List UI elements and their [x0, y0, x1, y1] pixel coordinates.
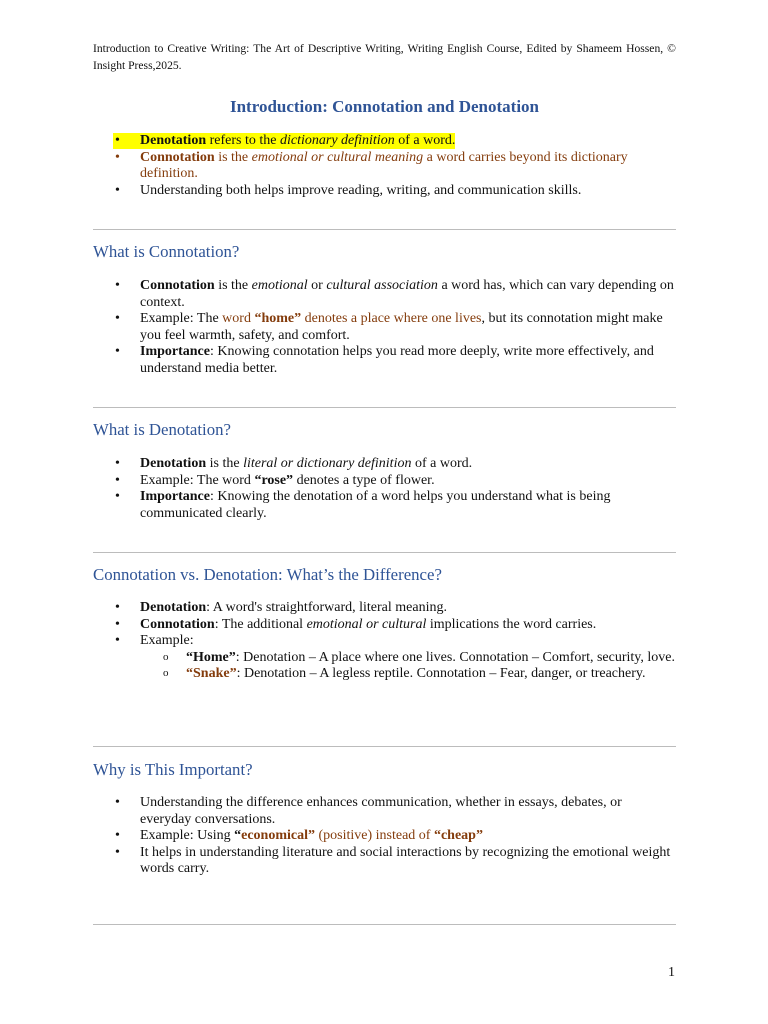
text-run: word: [222, 311, 255, 327]
text-run: emotional or cultural meaning: [251, 149, 424, 165]
text-run: : Knowing connotation helps you read more deeply, write more effectively, and understand media better.: [140, 344, 654, 376]
text-run: “home”: [254, 311, 302, 327]
section-heading: What is Connotation?: [93, 242, 240, 261]
text-run: Importance: [140, 344, 210, 360]
section-divider: [93, 924, 676, 925]
text-run: is the: [206, 456, 244, 471]
text-run: : Denotation – A place where one lives. Connotation – Comfort, security, love.: [235, 649, 675, 665]
list-item: [93, 344, 676, 377]
text-run: Connotation: [140, 616, 215, 632]
text-run: “: [234, 828, 242, 844]
text-run: Denotation: [140, 600, 207, 615]
text-run: “rose”: [254, 472, 294, 488]
text-run: Example:: [140, 633, 194, 649]
running-header: Introduction to Creative Writing: The Art of Descriptive Writing, Writing English Course, Edited by Shameem Hossen, © Insight Press,2025.: [93, 42, 676, 72]
text-run: (positive) instead of: [314, 828, 434, 844]
sub-list-item: [140, 650, 676, 667]
list-item: [93, 183, 676, 200]
text-run: is the: [214, 278, 252, 293]
text-run: implications the word carries.: [426, 616, 597, 632]
text-run: Denotation: [140, 133, 207, 148]
text-run: a word has, which can vary depending on context.: [140, 278, 674, 310]
page-number: 1: [668, 965, 675, 980]
text-run: “Home”: [186, 649, 236, 665]
list-item: [93, 133, 676, 150]
sub-list-item: [140, 666, 676, 683]
text-run: emotional: [251, 278, 308, 293]
text-run: : The additional: [214, 616, 307, 632]
section-list: [93, 795, 676, 878]
section-divider: [93, 746, 676, 747]
text-run: a word carries beyond its dictionary definition.: [140, 149, 628, 182]
text-run: Connotation: [140, 278, 215, 293]
text-run: “Snake”: [186, 666, 237, 682]
text-run: economical”: [241, 828, 315, 844]
list-item: [93, 456, 676, 473]
list-item: [93, 633, 676, 683]
text-run: is the: [214, 149, 252, 165]
text-run: : A word's straightforward, literal meaning.: [206, 600, 447, 615]
text-run: , but its connotation might make you feel warmth, safety, and comfort.: [140, 311, 663, 343]
text-run: Importance: [140, 489, 210, 505]
list-item: [93, 489, 676, 522]
list-item: [93, 473, 676, 490]
text-run: refers to the: [206, 133, 280, 148]
page-title: Introduction: Connotation and Denotation: [229, 97, 540, 116]
text-run: Connotation: [140, 149, 215, 165]
sub-list: [140, 650, 676, 683]
section-heading: What is Denotation?: [93, 420, 231, 439]
section-heading: Why is This Important?: [93, 760, 253, 779]
section-divider: [93, 407, 676, 408]
text-run: or: [307, 278, 327, 293]
text-run: denotes a place where one lives: [301, 311, 482, 327]
document-page: [93, 0, 676, 1024]
text-run: Example: Using: [140, 828, 235, 844]
list-item: [93, 845, 676, 878]
list-item: [93, 828, 676, 845]
section-list: [93, 600, 676, 683]
text-run: Understanding the difference enhances communication, whether in essays, debates, or everyday conversations.: [140, 795, 622, 827]
text-run: denotes a type of flower.: [293, 472, 435, 488]
text-run: “cheap”: [433, 828, 483, 844]
text-run: Example: The: [140, 311, 223, 327]
text-run: dictionary definition: [279, 133, 395, 148]
list-item: [93, 278, 676, 311]
text-run: Understanding both helps improve reading, writing, and communication skills.: [140, 182, 582, 198]
list-item: [93, 617, 676, 634]
list-item: [93, 150, 676, 183]
text-run: : Denotation – A legless reptile. Connotation – Fear, danger, or treachery.: [236, 666, 646, 682]
section-heading: Connotation vs. Denotation: What’s the Difference?: [93, 565, 442, 584]
section-divider: [93, 229, 676, 230]
text-run: Denotation: [140, 456, 207, 471]
list-item: [93, 795, 676, 828]
text-run: Example: The word: [140, 472, 255, 488]
text-run: emotional or cultural: [306, 616, 427, 632]
text-run: of a word.: [394, 133, 456, 148]
section-divider: [93, 552, 676, 553]
list-item: [93, 600, 676, 617]
section-list: [93, 278, 676, 378]
text-run: It helps in understanding literature and social interactions by recognizing the emotional weight words carry.: [140, 844, 671, 877]
text-run: literal or dictionary definition: [243, 456, 412, 471]
text-run: : Knowing the denotation of a word helps you understand what is being communicated clearly.: [140, 489, 611, 521]
intro-list: [93, 133, 676, 199]
section-list: [93, 456, 676, 522]
text-run: of a word.: [411, 456, 473, 471]
text-run: cultural association: [326, 278, 438, 293]
list-item: [93, 311, 676, 344]
